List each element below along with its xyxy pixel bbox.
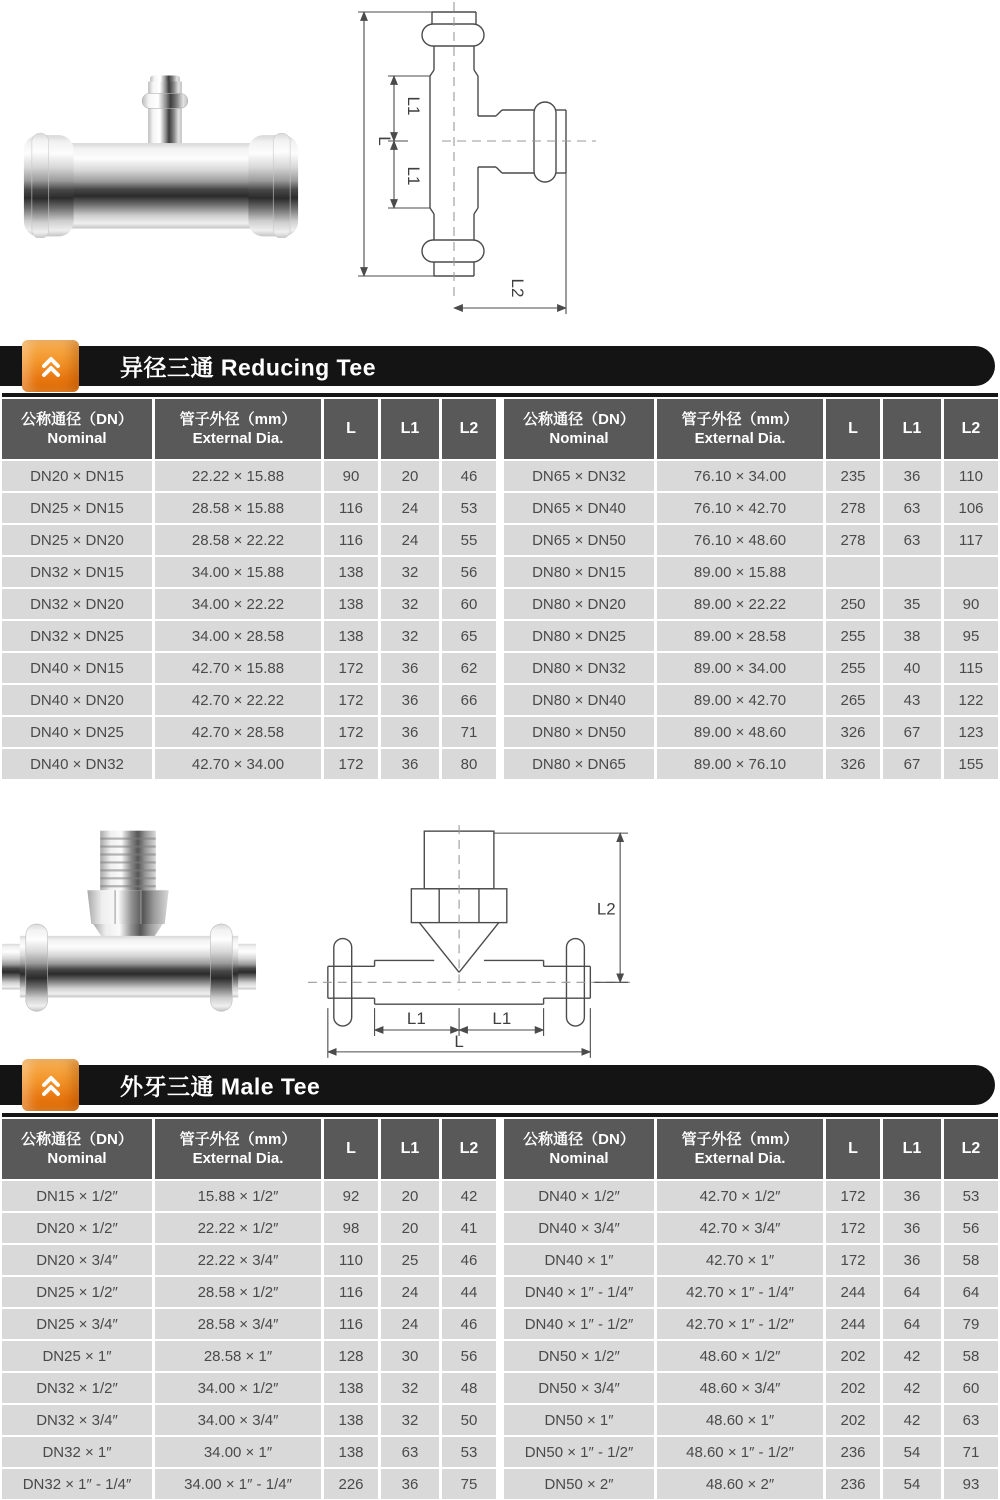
table-cell: 36 [381, 749, 439, 779]
table-cell: 40 [883, 653, 941, 683]
table-cell: 20 [381, 1181, 439, 1211]
table-cell: 36 [381, 685, 439, 715]
dim-label-l-overall: L [454, 1031, 464, 1051]
dim-label-l1-upper: L1 [404, 96, 423, 116]
table-cell: 44 [442, 1277, 496, 1307]
table-cell: 138 [324, 589, 378, 619]
col-header-nominal [2, 399, 152, 459]
table-cell: DN32 × 1/2″ [2, 1373, 152, 1403]
table-cell: 116 [324, 525, 378, 555]
table-cell: 20 [381, 1213, 439, 1243]
male-tee-banner [0, 1065, 995, 1105]
table-cell: 42.70 × 1/2″ [657, 1181, 823, 1211]
table-cell: 172 [324, 717, 378, 747]
table-cell: DN32 × 3/4″ [2, 1405, 152, 1435]
table-cell: 46 [442, 461, 496, 491]
col-header-ext-zh: 管子外径（mm） [179, 1130, 297, 1148]
table-cell: 32 [381, 621, 439, 651]
table-cell: 65 [442, 621, 496, 651]
table-cell: 38 [883, 621, 941, 651]
table-cell: DN80 × DN65 [504, 749, 654, 779]
table-cell: 63 [883, 525, 941, 555]
table-cell: 128 [324, 1341, 378, 1371]
table-cell: 24 [381, 1309, 439, 1339]
table-cell: 60 [944, 1373, 998, 1403]
table-cell: 250 [826, 589, 880, 619]
table-cell: 36 [883, 1245, 941, 1275]
dim-label-l2: L2 [596, 899, 616, 919]
table-cell: 53 [442, 1437, 496, 1467]
table-cell: 54 [883, 1469, 941, 1499]
table-cell: 138 [324, 1373, 378, 1403]
table-cell: DN25 × 1″ [2, 1341, 152, 1371]
tee-body [2, 924, 256, 1011]
chevron-badge [22, 1059, 79, 1111]
table-cell: 36 [883, 461, 941, 491]
table-cell: 48.60 × 1/2″ [657, 1341, 823, 1371]
col-header-l2: L2 [944, 1119, 998, 1179]
chevron-badge [22, 340, 79, 392]
table-cell: 36 [883, 1181, 941, 1211]
table-cell: 89.00 × 76.10 [657, 749, 823, 779]
table-cell: DN40 × DN15 [2, 653, 152, 683]
table-cell: 42 [883, 1373, 941, 1403]
table-cell: 36 [381, 717, 439, 747]
table-cell: 34.00 × 1″ [155, 1437, 321, 1467]
table-cell: 95 [944, 621, 998, 651]
table-cell: 35 [883, 589, 941, 619]
table-cell: 89.00 × 15.88 [657, 557, 823, 587]
col-header-external-dia [657, 399, 823, 459]
table-cell: 56 [442, 1341, 496, 1371]
table-cell: DN32 × 1″ - 1/4″ [2, 1469, 152, 1499]
table-cell: 123 [944, 717, 998, 747]
table-cell: 22.22 × 15.88 [155, 461, 321, 491]
table-cell: 64 [883, 1309, 941, 1339]
table-cell: 34.00 × 28.58 [155, 621, 321, 651]
table-cell: 24 [381, 1277, 439, 1307]
table-cell: 63 [381, 1437, 439, 1467]
table-cell: 53 [944, 1181, 998, 1211]
table-cell: 28.58 × 15.88 [155, 493, 321, 523]
table-cell: DN50 × 1″ - 1/2″ [504, 1437, 654, 1467]
table-cell: 34.00 × 1″ - 1/4″ [155, 1469, 321, 1499]
reducing-tee-drawing [350, 0, 690, 335]
table-cell: DN32 × DN15 [2, 557, 152, 587]
table-cell: 172 [826, 1245, 880, 1275]
col-header-l: L [324, 1119, 378, 1179]
table-cell: 90 [944, 589, 998, 619]
table-cell: 98 [324, 1213, 378, 1243]
col-header-l1: L1 [883, 1119, 941, 1179]
table-cell: DN65 × DN50 [504, 525, 654, 555]
table-cell: 42 [442, 1181, 496, 1211]
table-cell: 89.00 × 34.00 [657, 653, 823, 683]
table-cell: DN50 × 2″ [504, 1469, 654, 1499]
table-cell: 89.00 × 42.70 [657, 685, 823, 715]
dim-label-l1-right: L1 [492, 1009, 512, 1029]
table-cell: 138 [324, 621, 378, 651]
table-cell: 236 [826, 1469, 880, 1499]
table-cell: 155 [944, 749, 998, 779]
table-cell: DN80 × DN40 [504, 685, 654, 715]
col-header-l: L [826, 1119, 880, 1179]
col-header-external-dia [155, 1119, 321, 1179]
col-header-nominal-en: Nominal [549, 430, 609, 447]
table-cell: 34.00 × 3/4″ [155, 1405, 321, 1435]
table-cell: 244 [826, 1309, 880, 1339]
table-cell: 89.00 × 22.22 [657, 589, 823, 619]
col-header-nominal [504, 399, 654, 459]
col-header-ext-zh: 管子外径（mm） [681, 410, 799, 428]
table-cell: 42.70 × 1″ - 1/4″ [657, 1277, 823, 1307]
table-cell: 116 [324, 493, 378, 523]
col-header-ext-en: External Dia. [192, 1150, 284, 1167]
table-cell: DN20 × 3/4″ [2, 1245, 152, 1275]
table-cell [826, 557, 880, 587]
table-cell: DN25 × DN15 [2, 493, 152, 523]
table-cell: 36 [883, 1213, 941, 1243]
male-tee-drawing [300, 823, 648, 1062]
col-header-nominal [2, 1119, 152, 1179]
table-cell: 62 [442, 653, 496, 683]
table-cell: 138 [324, 1437, 378, 1467]
table-cell: 28.58 × 1″ [155, 1341, 321, 1371]
table-cell: DN80 × DN50 [504, 717, 654, 747]
table-cell: 32 [381, 1373, 439, 1403]
table-cell: 54 [883, 1437, 941, 1467]
col-header-nominal-zh: 公称通径（DN） [523, 410, 635, 428]
table-cell: 235 [826, 461, 880, 491]
table-cell: 71 [944, 1437, 998, 1467]
table-cell: 71 [442, 717, 496, 747]
table-cell: DN65 × DN40 [504, 493, 654, 523]
table-cell: 63 [883, 493, 941, 523]
table-cell: 138 [324, 557, 378, 587]
table-cell: DN50 × 3/4″ [504, 1373, 654, 1403]
table-cell: 28.58 × 3/4″ [155, 1309, 321, 1339]
col-header-ext-en: External Dia. [694, 1150, 786, 1167]
table-cell: DN40 × DN20 [2, 685, 152, 715]
table-cell: 32 [381, 1405, 439, 1435]
col-header-nominal-zh: 公称通径（DN） [523, 1130, 635, 1148]
table-cell: 116 [324, 1309, 378, 1339]
table-cell: DN40 × 1/2″ [504, 1181, 654, 1211]
table-cell: 265 [826, 685, 880, 715]
dimension-lines [328, 833, 628, 1058]
col-header-l1: L1 [381, 1119, 439, 1179]
table-cell: DN50 × 1/2″ [504, 1341, 654, 1371]
table-cell: 42.70 × 1″ [657, 1245, 823, 1275]
table-cell: 172 [324, 749, 378, 779]
table-cell: 255 [826, 653, 880, 683]
section-title: 异径三通 Reducing Tee [120, 354, 376, 381]
table-cell: 42.70 × 15.88 [155, 653, 321, 683]
table-cell: 90 [324, 461, 378, 491]
double-chevron-up-icon [36, 351, 66, 381]
table-cell: 43 [883, 685, 941, 715]
table-cell: 55 [442, 525, 496, 555]
table-cell: 42.70 × 28.58 [155, 717, 321, 747]
table-cell: 172 [324, 653, 378, 683]
table-cell: 76.10 × 42.70 [657, 493, 823, 523]
table-cell: 28.58 × 22.22 [155, 525, 321, 555]
table-cell: 32 [381, 589, 439, 619]
table-cell: DN25 × 3/4″ [2, 1309, 152, 1339]
table-cell: 56 [442, 557, 496, 587]
table-cell: 58 [944, 1341, 998, 1371]
col-header-l1: L1 [381, 399, 439, 459]
table-cell: 172 [826, 1213, 880, 1243]
table-cell: 76.10 × 34.00 [657, 461, 823, 491]
reducing-tee-banner [0, 346, 995, 386]
table-cell: 122 [944, 685, 998, 715]
table-cell: 79 [944, 1309, 998, 1339]
table-cell: DN40 × 1″ [504, 1245, 654, 1275]
col-header-l2: L2 [442, 399, 496, 459]
table-cell: 106 [944, 493, 998, 523]
table-cell: 116 [324, 1277, 378, 1307]
table-cell: 172 [324, 685, 378, 715]
table-cell: 48.60 × 1″ [657, 1405, 823, 1435]
table-cell: 22.22 × 3/4″ [155, 1245, 321, 1275]
table-cell: 20 [381, 461, 439, 491]
col-header-l2: L2 [944, 399, 998, 459]
dimension-lines [358, 12, 566, 314]
table-cell: 48.60 × 1″ - 1/2″ [657, 1437, 823, 1467]
table-cell: 75 [442, 1469, 496, 1499]
double-chevron-up-icon [36, 1070, 66, 1100]
col-header-l: L [324, 399, 378, 459]
table-cell: 89.00 × 28.58 [657, 621, 823, 651]
table-cell: 48 [442, 1373, 496, 1403]
table-cell: DN80 × DN32 [504, 653, 654, 683]
col-header-nominal-en: Nominal [47, 1150, 107, 1167]
table-cell: 80 [442, 749, 496, 779]
male-tee-table [2, 1113, 998, 1499]
table-cell: DN80 × DN20 [504, 589, 654, 619]
table-cell: 89.00 × 48.60 [657, 717, 823, 747]
table-cell: 110 [324, 1245, 378, 1275]
table-cell: DN80 × DN25 [504, 621, 654, 651]
table-cell: 278 [826, 493, 880, 523]
table-cell: DN20 × 1/2″ [2, 1213, 152, 1243]
table-cell: DN20 × DN15 [2, 461, 152, 491]
table-cell: 42.70 × 1″ - 1/2″ [657, 1309, 823, 1339]
table-cell: 326 [826, 717, 880, 747]
section-title: 外牙三通 Male Tee [120, 1073, 321, 1100]
reducing-tee-table-left [2, 399, 496, 779]
table-cell: 172 [826, 1181, 880, 1211]
dim-label-l1-lower: L1 [404, 166, 423, 186]
col-header-ext-zh: 管子外径（mm） [179, 410, 297, 428]
table-cell: 25 [381, 1245, 439, 1275]
table-cell [944, 557, 998, 587]
table-cell: 202 [826, 1405, 880, 1435]
reducing-tee-photo [12, 66, 310, 238]
table-cell: 67 [883, 749, 941, 779]
col-header-ext-en: External Dia. [694, 430, 786, 447]
table-cell: DN15 × 1/2″ [2, 1181, 152, 1211]
table-cell: 226 [324, 1469, 378, 1499]
table-cell: 64 [944, 1277, 998, 1307]
table-cell: 34.00 × 15.88 [155, 557, 321, 587]
table-cell: 22.22 × 1/2″ [155, 1213, 321, 1243]
table-cell: DN25 × 1/2″ [2, 1277, 152, 1307]
table-cell: 110 [944, 461, 998, 491]
table-cell: 60 [442, 589, 496, 619]
col-header-l: L [826, 399, 880, 459]
male-tee-table-left [2, 1119, 496, 1499]
table-cell: DN32 × DN20 [2, 589, 152, 619]
table-cell: 36 [381, 653, 439, 683]
table-cell: 42 [883, 1405, 941, 1435]
table-cell: 15.88 × 1/2″ [155, 1181, 321, 1211]
table-cell: 117 [944, 525, 998, 555]
col-header-nominal [504, 1119, 654, 1179]
table-cell: DN40 × 1″ - 1/2″ [504, 1309, 654, 1339]
col-header-nominal-en: Nominal [47, 430, 107, 447]
table-cell: 278 [826, 525, 880, 555]
table-cell: 53 [442, 493, 496, 523]
table-cell: DN80 × DN15 [504, 557, 654, 587]
col-header-ext-en: External Dia. [192, 430, 284, 447]
table-cell: 36 [381, 1469, 439, 1499]
table-cell: 42.70 × 34.00 [155, 749, 321, 779]
dim-label-l2: L2 [508, 278, 527, 298]
col-header-external-dia [657, 1119, 823, 1179]
table-cell: 24 [381, 525, 439, 555]
col-header-l2: L2 [442, 1119, 496, 1179]
col-header-ext-zh: 管子外径（mm） [681, 1130, 799, 1148]
table-cell [883, 557, 941, 587]
table-cell: 92 [324, 1181, 378, 1211]
table-cell: 76.10 × 48.60 [657, 525, 823, 555]
table-cell: 63 [944, 1405, 998, 1435]
table-cell: 93 [944, 1469, 998, 1499]
table-cell: DN25 × DN20 [2, 525, 152, 555]
col-header-nominal-zh: 公称通径（DN） [21, 410, 133, 428]
table-cell: 24 [381, 493, 439, 523]
col-header-nominal-zh: 公称通径（DN） [21, 1130, 133, 1148]
table-cell: 46 [442, 1245, 496, 1275]
col-header-nominal-en: Nominal [549, 1150, 609, 1167]
table-cell: 42.70 × 22.22 [155, 685, 321, 715]
table-cell: 138 [324, 1405, 378, 1435]
table-cell: 41 [442, 1213, 496, 1243]
table-cell: DN50 × 1″ [504, 1405, 654, 1435]
table-cell: DN40 × 3/4″ [504, 1213, 654, 1243]
table-cell: 202 [826, 1373, 880, 1403]
table-cell: 48.60 × 3/4″ [657, 1373, 823, 1403]
table-cell: 58 [944, 1245, 998, 1275]
col-header-l1: L1 [883, 399, 941, 459]
reducing-tee-table-right [504, 399, 998, 779]
branch-outlet [142, 76, 188, 153]
table-cell: 56 [944, 1213, 998, 1243]
col-header-external-dia [155, 399, 321, 459]
male-tee-table-right [504, 1119, 998, 1499]
table-cell: 46 [442, 1309, 496, 1339]
table-cell: DN32 × 1″ [2, 1437, 152, 1467]
table-cell: 326 [826, 749, 880, 779]
table-cell: DN32 × DN25 [2, 621, 152, 651]
table-cell: 64 [883, 1277, 941, 1307]
table-cell: DN65 × DN32 [504, 461, 654, 491]
table-cell: 115 [944, 653, 998, 683]
table-cell: DN40 × DN25 [2, 717, 152, 747]
table-cell: DN40 × 1″ - 1/4″ [504, 1277, 654, 1307]
table-cell: 66 [442, 685, 496, 715]
table-cell: 255 [826, 621, 880, 651]
table-cell: 244 [826, 1277, 880, 1307]
table-cell: 236 [826, 1437, 880, 1467]
table-cell: 34.00 × 1/2″ [155, 1373, 321, 1403]
fitting-outline [422, 12, 566, 276]
table-cell: 48.60 × 2″ [657, 1469, 823, 1499]
table-cell: 42.70 × 3/4″ [657, 1213, 823, 1243]
table-cell: 42 [883, 1341, 941, 1371]
table-cell: 34.00 × 22.22 [155, 589, 321, 619]
table-cell: 32 [381, 557, 439, 587]
tee-body [24, 133, 298, 238]
table-cell: 202 [826, 1341, 880, 1371]
male-tee-photo [0, 820, 258, 1020]
reducing-tee-table [2, 393, 998, 779]
table-cell: 30 [381, 1341, 439, 1371]
table-cell: 67 [883, 717, 941, 747]
table-cell: 28.58 × 1/2″ [155, 1277, 321, 1307]
dim-label-l-overall: L [375, 136, 394, 146]
table-cell: 50 [442, 1405, 496, 1435]
table-cell: DN40 × DN32 [2, 749, 152, 779]
dim-label-l1-left: L1 [406, 1009, 426, 1029]
